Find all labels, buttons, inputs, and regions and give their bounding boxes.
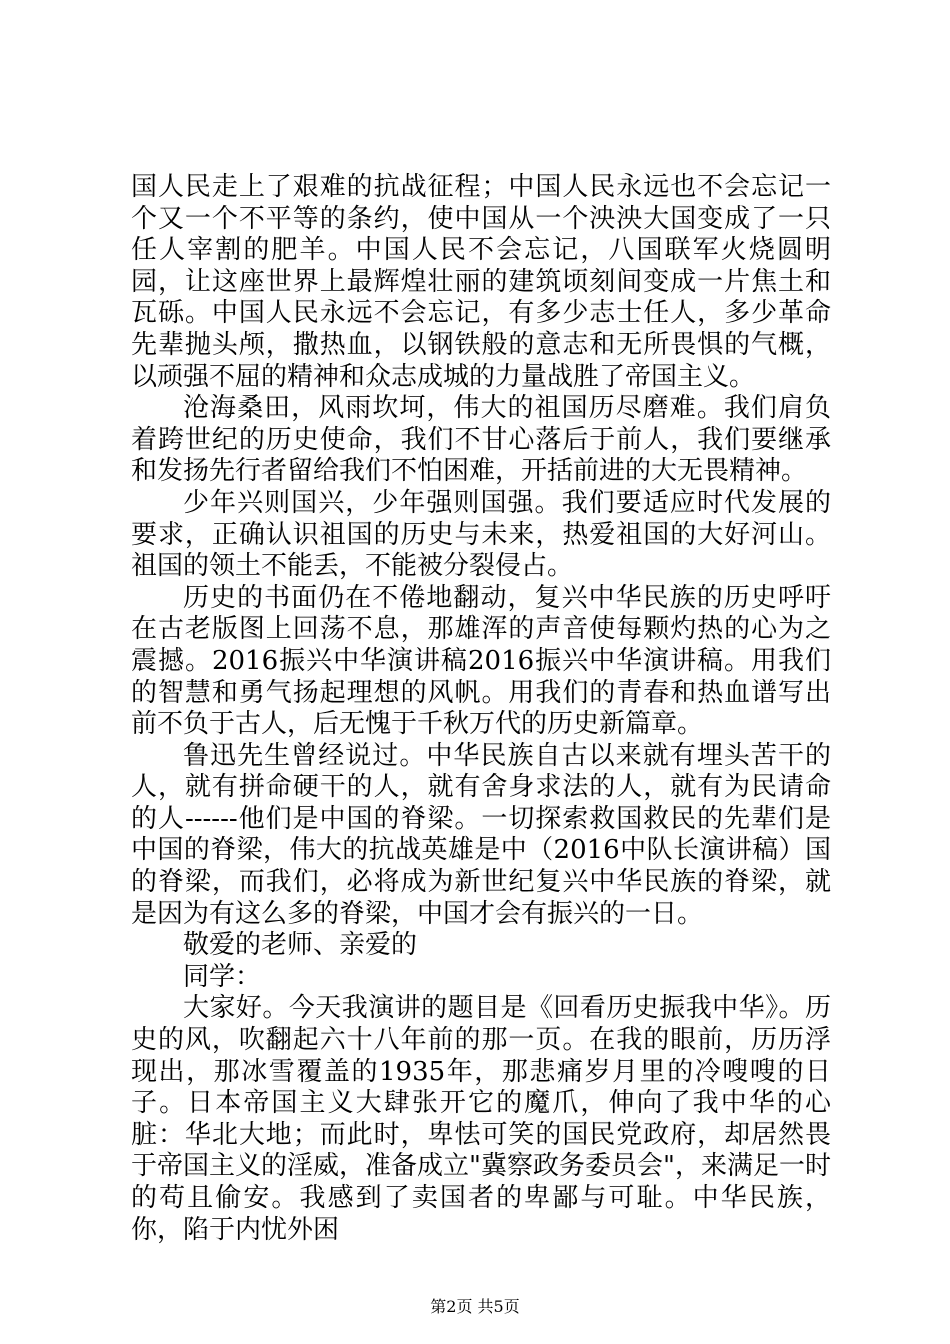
paragraph-7: 同学： (183, 961, 262, 992)
paragraph-5: 鲁迅先生曾经说过。中华民族自古以来就有埋头苦干的人，就有拼命硬干的人，就有舍身求法的人，就有为民请命的人------他们是中国的脊梁。一切探索救国救民的先辈们是中国的脊梁，伟大的抗战英雄是中（2016中队长演讲稿）国的脊梁，而我们，必将成为新世纪复兴中华民族的脊梁，就是因为有这么多的脊梁，中国才会有振兴的一日。 (131, 740, 831, 929)
paragraph-6: 敬爱的老师、亲爱的 (183, 930, 418, 961)
paragraph-1: 国人民走上了艰难的抗战征程；中国人民永远也不会忘记一个又一个不平等的条约，使中国从一个泱泱大国变成了一只任人宰割的肥羊。中国人民不会忘记，八国联军火烧圆明园，让这座世界上最辉煌壮丽的建筑顷刻间变成一片焦土和瓦砾。中国人民永远不会忘记，有多少志士任人，多少革命先辈抛头颅，撒热血，以钢铁般的意志和无所畏惧的气概，以顽强不屈的精神和众志成城的力量战胜了帝国主义。 (131, 172, 831, 392)
paragraph-3: 少年兴则国兴，少年强则国强。我们要适应时代发展的要求，正确认识祖国的历史与未来，热爱祖国的大好河山。祖国的领土不能丢，不能被分裂侵占。 (131, 487, 831, 582)
paragraph-4: 历史的书面仍在不倦地翻动，复兴中华民族的历史呼吁在古老版图上回荡不息，那雄浑的声音使每颗灼热的心为之震撼。2016振兴中华演讲稿2016振兴中华演讲稿。用我们的智慧和勇气扬起理想的风帆。用我们的青春和热血谱写出前不负于古人，后无愧于千秋万代的历史新篇章。 (131, 582, 831, 740)
page-number-footer: 第2页 共5页 (430, 1297, 520, 1316)
document-body (131, 172, 831, 1246)
paragraph-8: 大家好。今天我演讲的题目是《回看历史振我中华》。历史的风，吹翻起六十八年前的那一页。在我的眼前，历历浮现出，那冰雪覆盖的1935年，那悲痛岁月里的冷嗖嗖的日子。日本帝国主义大肆张开它的魔爪，伸向了我中华的心脏：华北大地；而此时，卑怯可笑的国民党政府，却居然畏于帝国主义的淫威，准备成立"冀察政务委员会"，来满足一时的苟且偷安。我感到了卖国者的卑鄙与可耻。中华民族，你，陷于内忧外困 (131, 993, 831, 1245)
paragraph-2: 沧海桑田，风雨坎坷，伟大的祖国历尽磨难。我们肩负着跨世纪的历史使命，我们不甘心落后于前人，我们要继承和发扬先行者留给我们不怕困难，开括前进的大无畏精神。 (131, 393, 831, 487)
